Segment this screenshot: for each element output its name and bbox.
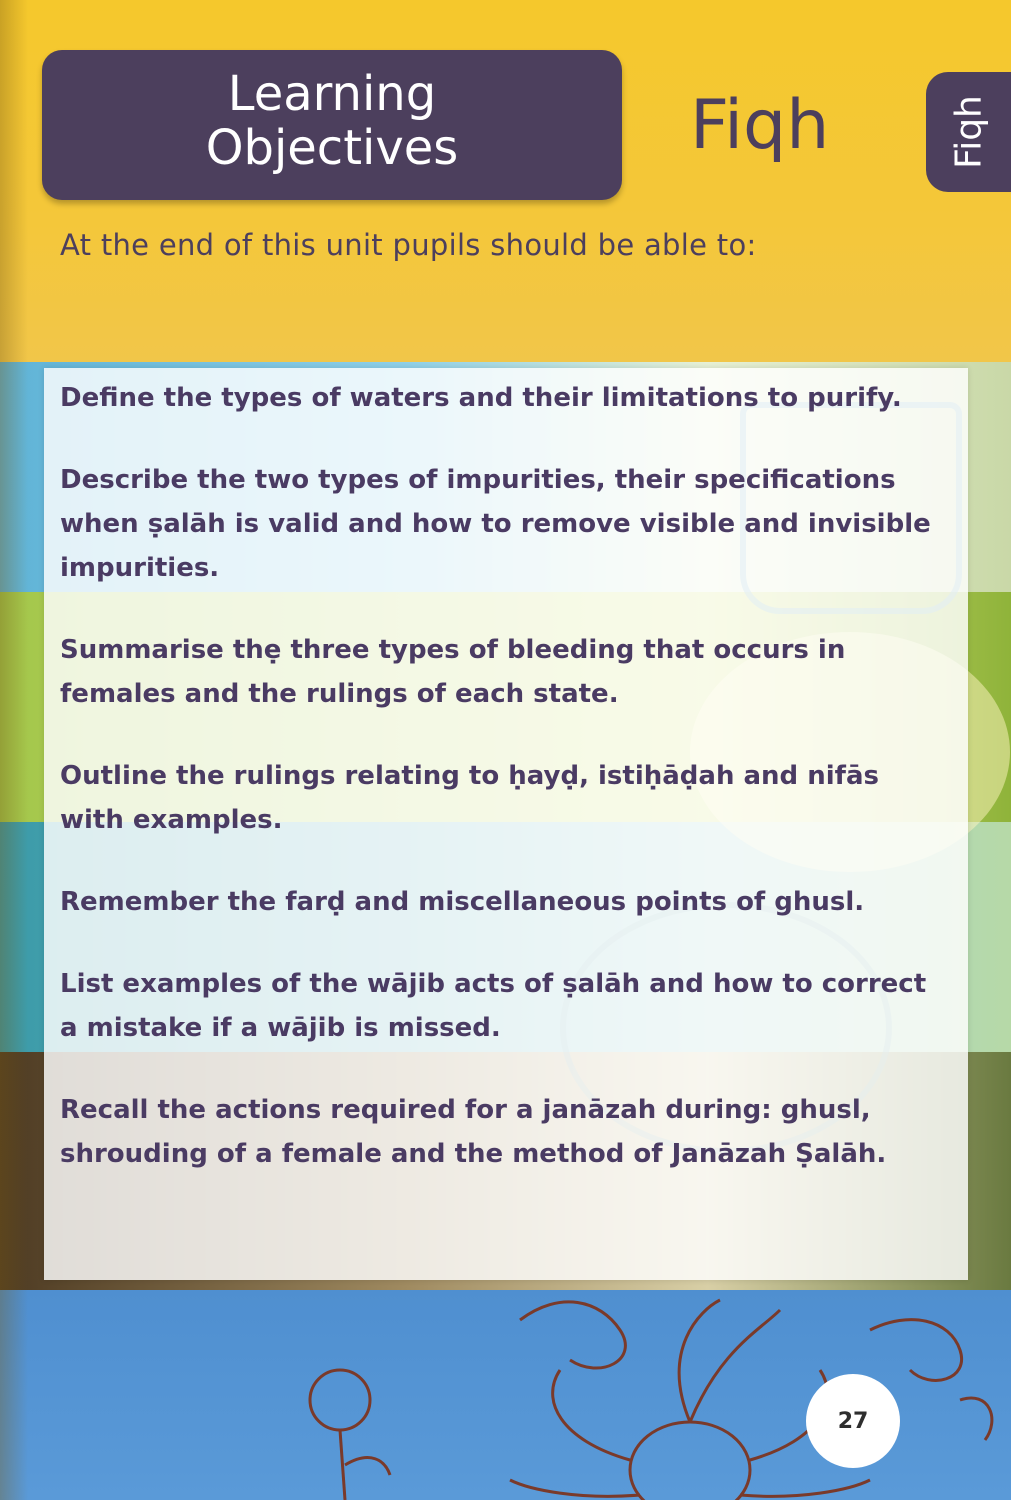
objective-item: Describe the two types of impurities, their specifications when ṣalāh is valid and how to remove visible and invisible impurities. [60, 465, 931, 583]
objective-item: Remember the farḍ and miscellaneous points of ghusl. [60, 887, 865, 917]
learning-objectives-title-box [42, 50, 622, 200]
leaf-icon [345, 1458, 390, 1475]
objective-item: List examples of the wājib acts of ṣalāh and how to correct a mistake if a wājib is missed. [60, 969, 927, 1043]
title-line-2: Objectives [205, 120, 459, 176]
chapter-side-tab [926, 72, 1011, 192]
flower-petal-icon [510, 1480, 870, 1496]
intro-text: At the end of this unit pupils should be able to: [60, 228, 757, 262]
swirl-icon [520, 1302, 625, 1368]
stem-icon [340, 1430, 345, 1500]
swirl-icon [960, 1398, 992, 1440]
objective-item: Outline the rulings relating to ḥayḍ, istiḥāḍah and nifās with examples. [60, 761, 879, 835]
objective-item: Summarise thẹ three types of bleeding that occurs in females and the rulings of each state. [60, 635, 846, 709]
objectives-card [44, 368, 968, 1280]
swirl-icon [870, 1320, 962, 1381]
page-spine-shadow [0, 0, 28, 1500]
page-number: 27 [806, 1374, 900, 1468]
objectives-list [44, 368, 968, 1176]
title-line-1: Learning [227, 66, 437, 122]
flower-center-icon [630, 1422, 750, 1500]
subject-heading: Fiqh [690, 86, 830, 165]
objective-item: Recall the actions required for a janāzah during: ghusl, shrouding of a female and the method of Janāzah Ṣalāh. [60, 1095, 887, 1169]
flower-petal-icon [679, 1300, 780, 1422]
objective-item: Define the types of waters and their limitations to purify. [60, 383, 902, 413]
flower-petal-icon [553, 1370, 828, 1460]
bud-icon [310, 1370, 370, 1430]
chapter-side-tab-label: Fiqh [948, 95, 989, 169]
